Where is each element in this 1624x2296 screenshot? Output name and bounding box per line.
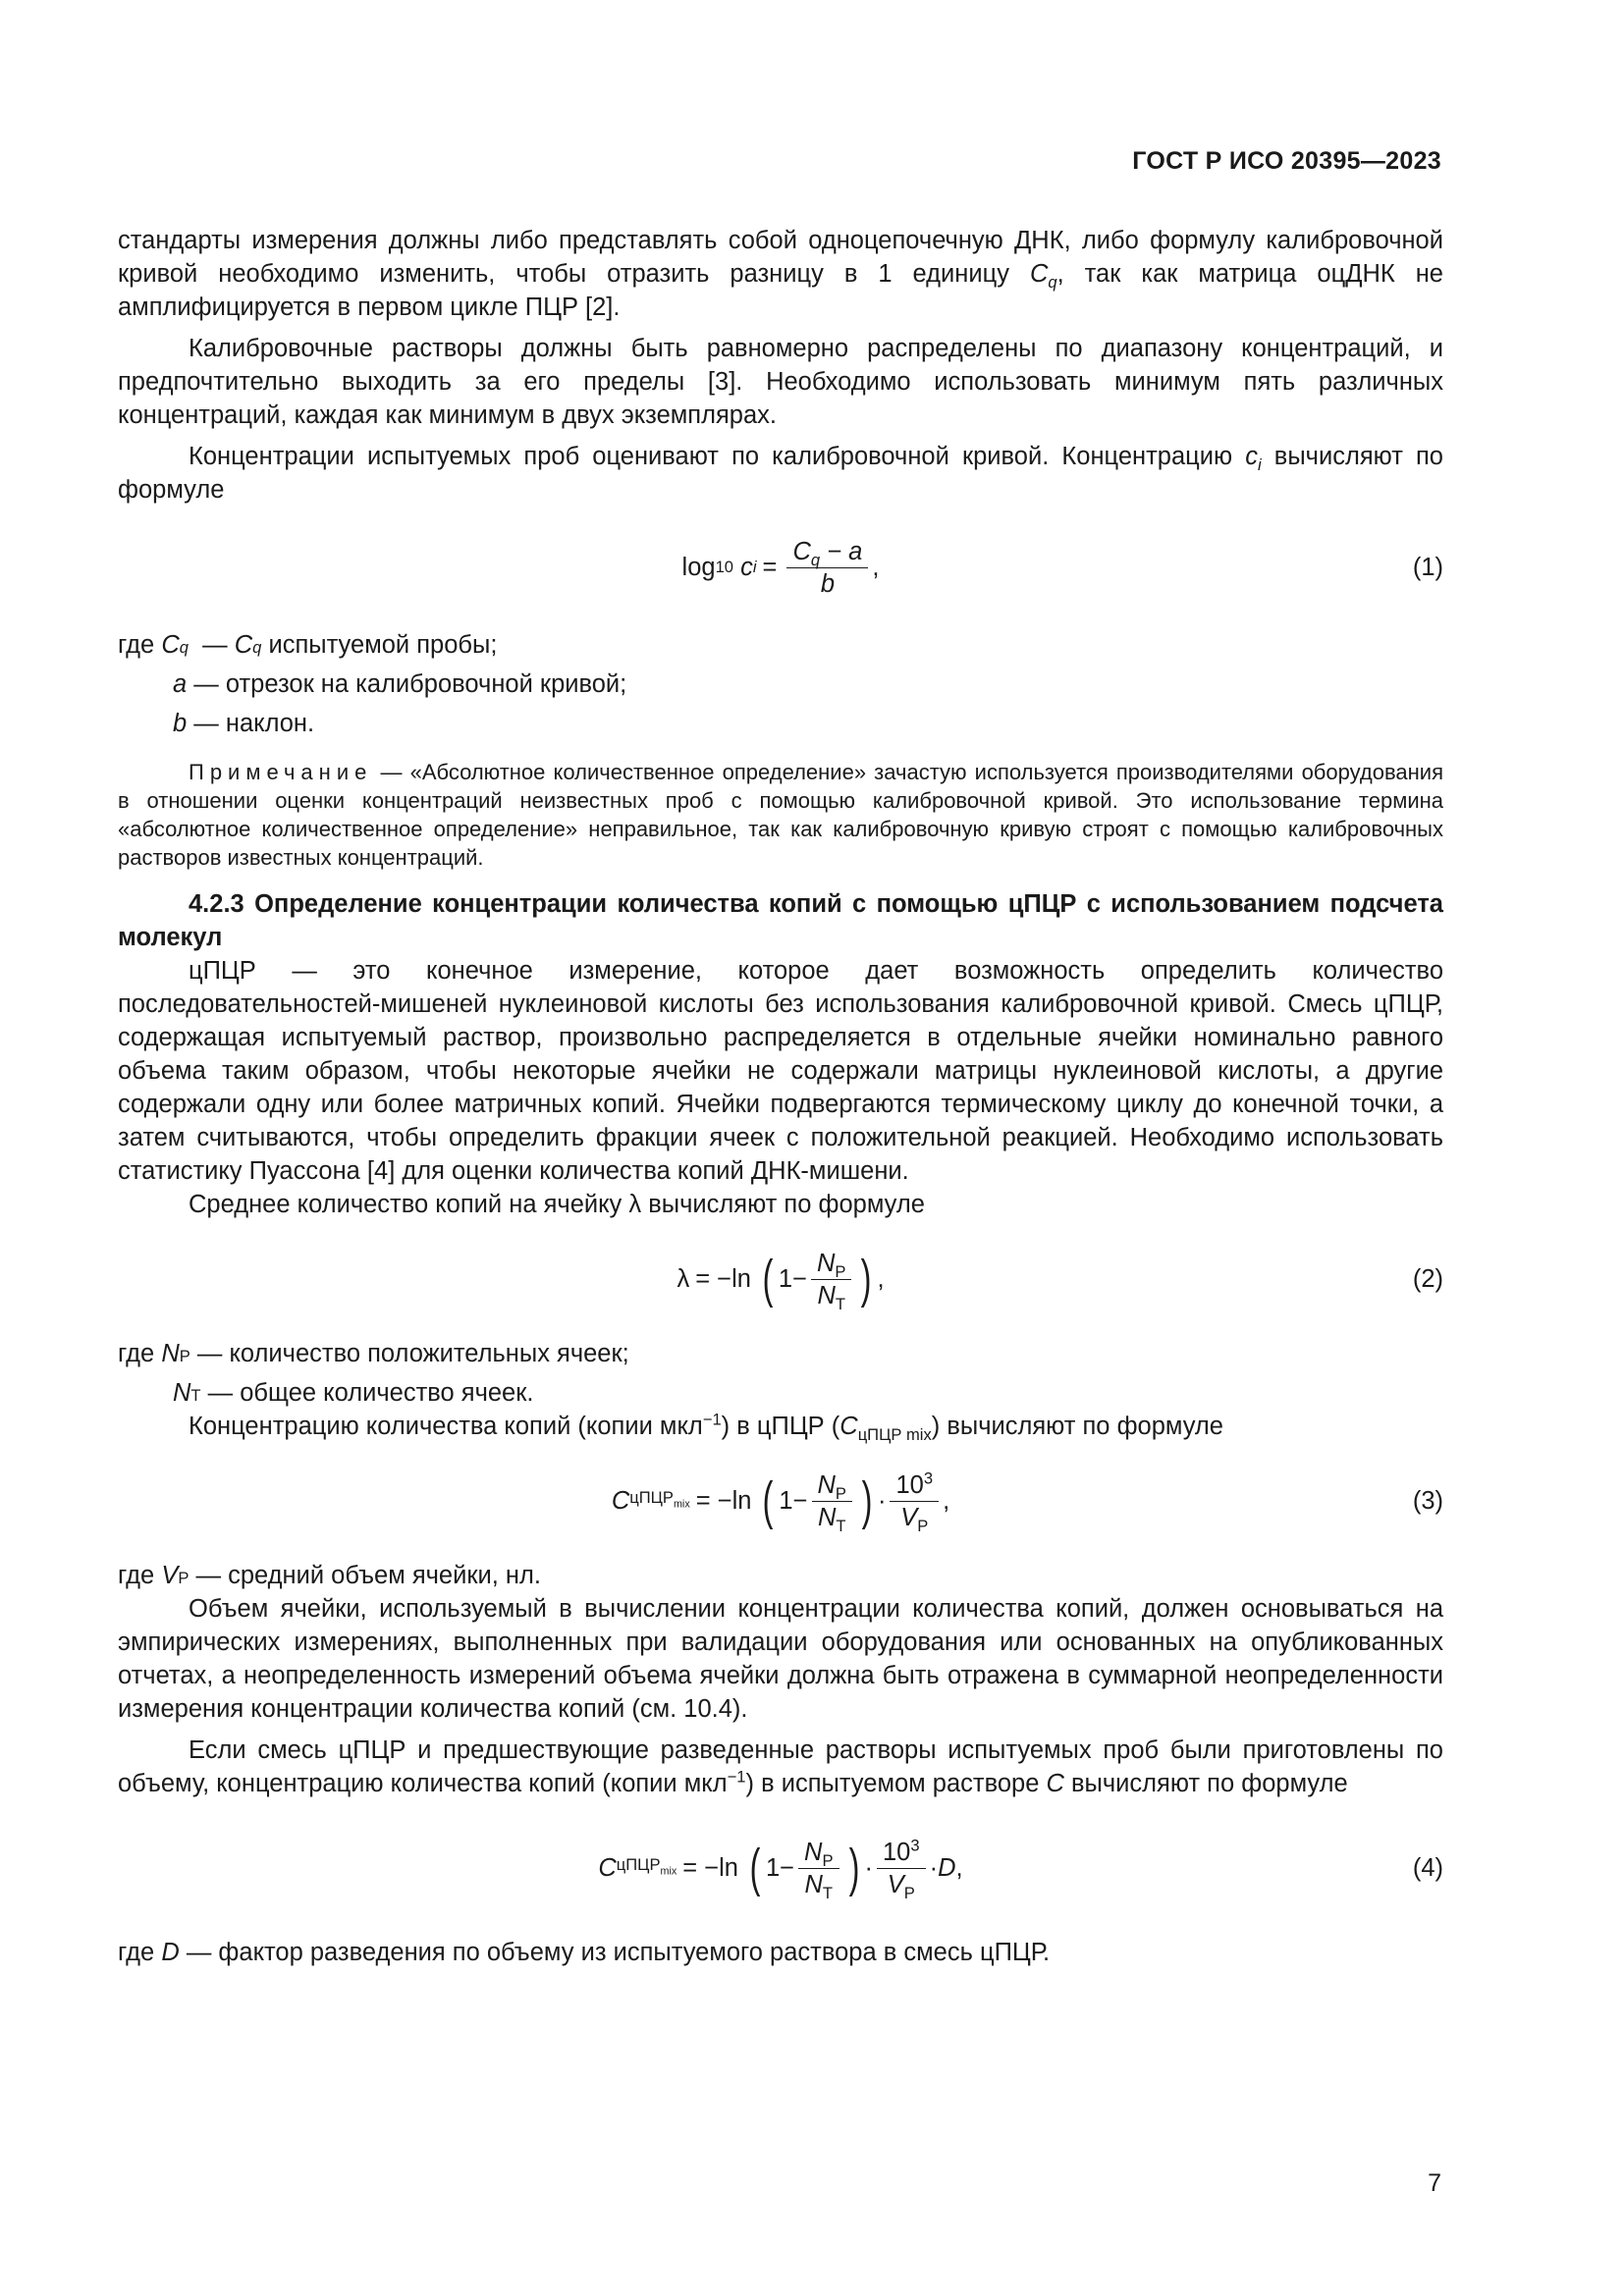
formula-3-number: (3) <box>1412 1487 1443 1515</box>
where-1-item-a: a — отрезок на калибровочной кривой; <box>173 670 627 698</box>
formula-2-fraction: $\frac{N_P}{N_T}$ <box>811 1250 851 1309</box>
section-paragraph-2: Среднее количество копий на ячейку λ вычисляют по формуле <box>189 1191 925 1218</box>
note-label: Примечание <box>189 760 373 784</box>
where-1-item-cq: где C q — C q испытуемой пробы; <box>118 631 498 659</box>
paragraph-1: стандарты измерения должны либо представлять собой одноцепочечную ДНК, либо формулу калибровочной кривой необходимо изменить, чтобы отразить разницу в 1 единицу $C_q$, так как матрица оцДНК не амплифицируется в первом цикле ПЦР [2]. <box>118 227 1443 321</box>
where-list-2 <box>118 1337 1443 1410</box>
document-body <box>118 224 1443 1969</box>
where-4: где D — фактор разведения по объему из испытуемого раствора в смесь цПЦР. <box>118 1939 1051 1966</box>
page-number: 7 <box>1428 2169 1441 2197</box>
formula-3-fraction-1: $\frac{N_P}{N_T}$ <box>812 1471 852 1531</box>
formula-1-number: (1) <box>1412 554 1443 581</box>
paragraph-2: Калибровочные растворы должны быть равномерно распределены по диапазону концентраций, и предпочтительно выходить за его пределы [3]. Необходимо использовать минимум пять различных концентраций, каждая как минимум в двух экземплярах. <box>118 335 1443 429</box>
paragraph-3: Концентрации испытуемых проб оценивают по калибровочной кривой. Концентрацию $c_i$ вычисляют по формуле <box>118 443 1443 504</box>
formula-1-fraction: $\frac{C_q - a}{b}$ <box>786 538 868 598</box>
formula-4-number: (4) <box>1412 1854 1443 1882</box>
note: Примечание — «Абсолютное количественное определение» зачастую используется производителями оборудования в отношении оценки концентраций неизвестных проб с помощью калибровочной кривой. Это использование термина «абсолютное количественное определение» неправильное, так как калибровочную кривую строят с помощью калибровочных растворов известных концентраций. <box>118 760 1443 870</box>
formula-2-number: (2) <box>1412 1265 1443 1293</box>
where-3: где V P — средний объем ячейки, нл. <box>118 1562 541 1589</box>
paragraph-concentration: Концентрацию количества копий (копии мкл$^{-1}$) в цПЦР $(C_{цПЦР mix})$ вычисляют по формуле <box>189 1410 1223 1445</box>
where-1-item-b: b — наклон. <box>173 710 315 737</box>
where-2-item-nt: N T — общее количество ячеек. <box>173 1379 534 1407</box>
paragraph-mix: Если смесь цПЦР и предшествующие разведенные растворы испытуемых проб были приготовлены по объему, концентрацию количества копий (копии мкл$^{-1}$) в испытуемом растворе C вычисляют по формуле <box>118 1736 1443 1797</box>
section-paragraph-1: цПЦР — это конечное измерение, которое дает возможность определить количество последовательностей-мишеней нуклеиновой кислоты без использования калибровочной кривой. Смесь цПЦР, содержащая испытуемый раствор, произвольно распределяется в отдельные ячейки номинально равного объема таким образом, чтобы некоторые ячейки не содержали матрицы нуклеиновой кислоты, а другие содержали одну или более матричных копий. Ячейки подвергаются термическому циклу до конечной точки, а затем считываются, чтобы определить фракции ячеек с положительной реакцией. Необходимо использовать статистику Пуассона [4] для оценки количества копий ДНК-мишени. <box>118 957 1443 1185</box>
formula-4: C цПЦР$_{mix}$ = −ln ( 1− $\frac{N_P}{N_T}$ ) · $\frac{10^3}{V_P}$ · D , (4) <box>598 1836 1443 1902</box>
formula-4-fraction-2: $\frac{10^3}{V_P}$ <box>877 1839 926 1898</box>
formula-2: λ = −ln ( 1− $\frac{N_P}{N_T}$ ) , (2) <box>677 1249 1443 1313</box>
where-2-item-np: где N P — количество положительных ячеек; <box>118 1340 629 1367</box>
formula-1: log 10 c i = $\frac{C_q - a}{b}$ , (1) <box>681 537 1443 598</box>
formula-3-fraction-2: $\frac{10^3}{V_P}$ <box>890 1471 939 1531</box>
formula-4-fraction-1: $\frac{N_P}{N_T}$ <box>798 1839 839 1898</box>
formula-3: C цПЦР$_{mix}$ = −ln ( 1− $\frac{N_P}{N_T}$ ) · $\frac{10^3}{V_P}$ , (3) <box>611 1468 1443 1535</box>
section-heading: 4.2.3 Определение концентрации количества копий с помощью цПЦР с использованием подсчета молекул <box>118 890 1443 951</box>
standard-code: ГОСТ Р ИСО 20395—2023 <box>1132 147 1441 175</box>
where-list-1 <box>118 628 1443 740</box>
paragraph-volume: Объем ячейки, используемый в вычислении концентрации количества копий, должен основываться на эмпирических измерениях, выполненных при валидации оборудования или основанных на опубликованных отчетах, а неопределенность измерений объема ячейки должна быть отражена в суммарной неопределенности измерения концентрации количества копий (см. 10.4). <box>118 1595 1443 1723</box>
